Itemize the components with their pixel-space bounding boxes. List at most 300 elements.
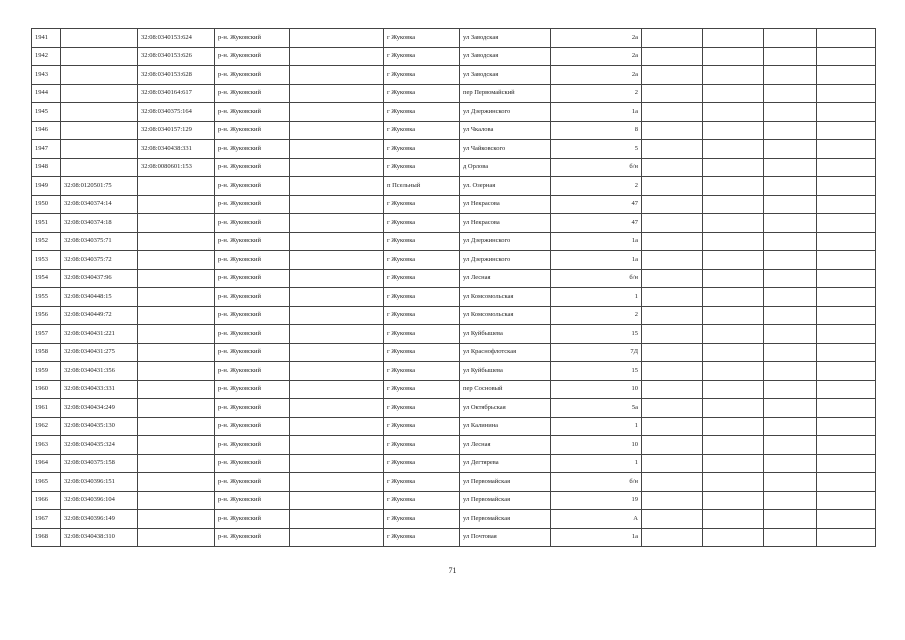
empty-cell xyxy=(703,491,764,510)
table-row xyxy=(32,454,876,473)
empty-cell xyxy=(642,47,703,66)
cadastral-number-b-cell xyxy=(138,251,215,270)
empty-cell xyxy=(817,66,876,85)
district-cell: р-н. Жуковский xyxy=(215,288,290,307)
empty-cell xyxy=(817,29,876,48)
row-number-cell: 1958 xyxy=(32,343,61,362)
empty-cell xyxy=(642,103,703,122)
locality-cell: г Жуковка xyxy=(384,343,460,362)
house-number-cell: 1 xyxy=(551,288,642,307)
district-cell: р-н. Жуковский xyxy=(215,269,290,288)
cadastral-number-b-cell: 32:08:0340375:164 xyxy=(138,103,215,122)
locality-cell: г Жуковка xyxy=(384,66,460,85)
locality-cell: г Жуковка xyxy=(384,269,460,288)
empty-cell xyxy=(764,103,817,122)
empty-cell-cell xyxy=(290,140,384,159)
empty-cell xyxy=(817,158,876,177)
cadastral-number-b-cell xyxy=(138,528,215,547)
table-row xyxy=(32,66,876,85)
empty-cell-cell xyxy=(290,195,384,214)
cadastral-number-a-cell: 32:08:0340396:149 xyxy=(61,510,138,529)
empty-cell-cell xyxy=(290,399,384,418)
empty-cell xyxy=(703,195,764,214)
cadastral-number-b-cell xyxy=(138,454,215,473)
empty-cell xyxy=(642,251,703,270)
cadastral-number-b-cell: 32:08:0080601:153 xyxy=(138,158,215,177)
row-number-cell: 1950 xyxy=(32,195,61,214)
empty-cell xyxy=(703,232,764,251)
empty-cell xyxy=(642,84,703,103)
house-number-cell: 5а xyxy=(551,399,642,418)
district-cell: р-н. Жуковский xyxy=(215,417,290,436)
house-number-cell: 1 xyxy=(551,417,642,436)
house-number-cell: 10 xyxy=(551,436,642,455)
table-row xyxy=(32,491,876,510)
cadastral-number-b-cell: 32:08:0340157:129 xyxy=(138,121,215,140)
empty-cell xyxy=(764,140,817,159)
house-number-cell: 2а xyxy=(551,29,642,48)
row-number-cell: 1941 xyxy=(32,29,61,48)
cadastral-number-a-cell xyxy=(61,66,138,85)
empty-cell xyxy=(764,177,817,196)
empty-cell xyxy=(817,510,876,529)
empty-cell xyxy=(642,417,703,436)
district-cell: р-н. Жуковский xyxy=(215,140,290,159)
empty-cell xyxy=(817,380,876,399)
empty-cell xyxy=(703,121,764,140)
empty-cell-cell xyxy=(290,84,384,103)
locality-cell: г Жуковка xyxy=(384,140,460,159)
row-number-cell: 1951 xyxy=(32,214,61,233)
locality-cell: г Жуковка xyxy=(384,29,460,48)
empty-cell-cell xyxy=(290,436,384,455)
empty-cell xyxy=(703,47,764,66)
empty-cell xyxy=(764,47,817,66)
empty-cell xyxy=(764,66,817,85)
empty-cell xyxy=(817,436,876,455)
street-cell: ул Заводская xyxy=(460,47,551,66)
locality-cell: г Жуковка xyxy=(384,288,460,307)
empty-cell-cell xyxy=(290,66,384,85)
house-number-cell: 19 xyxy=(551,491,642,510)
house-number-cell: 2 xyxy=(551,84,642,103)
table-row xyxy=(32,473,876,492)
row-number-cell: 1948 xyxy=(32,158,61,177)
empty-cell-cell xyxy=(290,473,384,492)
house-number-cell: 15 xyxy=(551,325,642,344)
empty-cell xyxy=(764,343,817,362)
house-number-cell: 1а xyxy=(551,103,642,122)
empty-cell xyxy=(642,195,703,214)
table-row xyxy=(32,343,876,362)
empty-cell xyxy=(764,454,817,473)
locality-cell: г Жуковка xyxy=(384,84,460,103)
table-row xyxy=(32,29,876,48)
empty-cell-cell xyxy=(290,121,384,140)
cadastral-number-b-cell: 32:08:0340153:624 xyxy=(138,29,215,48)
empty-cell xyxy=(817,473,876,492)
empty-cell-cell xyxy=(290,214,384,233)
district-cell: р-н. Жуковский xyxy=(215,84,290,103)
empty-cell xyxy=(703,399,764,418)
table-row xyxy=(32,528,876,547)
empty-cell xyxy=(764,473,817,492)
empty-cell-cell xyxy=(290,269,384,288)
district-cell: р-н. Жуковский xyxy=(215,47,290,66)
row-number-cell: 1955 xyxy=(32,288,61,307)
cadastral-number-a-cell xyxy=(61,84,138,103)
empty-cell xyxy=(817,306,876,325)
empty-cell-cell xyxy=(290,47,384,66)
table-row xyxy=(32,362,876,381)
district-cell: р-н. Жуковский xyxy=(215,343,290,362)
locality-cell: г Жуковка xyxy=(384,103,460,122)
cadastral-number-b-cell xyxy=(138,288,215,307)
locality-cell: г Жуковка xyxy=(384,380,460,399)
street-cell: ул Дзержинского xyxy=(460,251,551,270)
empty-cell xyxy=(642,306,703,325)
empty-cell xyxy=(642,473,703,492)
district-cell: р-н. Жуковский xyxy=(215,158,290,177)
cadastral-number-b-cell xyxy=(138,362,215,381)
empty-cell xyxy=(764,325,817,344)
cadastral-number-a-cell xyxy=(61,158,138,177)
cadastral-number-a-cell: 32:08:0340449:72 xyxy=(61,306,138,325)
empty-cell xyxy=(764,214,817,233)
house-number-cell: 15 xyxy=(551,362,642,381)
locality-cell: г Жуковка xyxy=(384,214,460,233)
row-number-cell: 1945 xyxy=(32,103,61,122)
row-number-cell: 1954 xyxy=(32,269,61,288)
cadastral-number-b-cell xyxy=(138,380,215,399)
table-row xyxy=(32,84,876,103)
cadastral-number-b-cell xyxy=(138,343,215,362)
locality-cell: п Псельный xyxy=(384,177,460,196)
house-number-cell: 2 xyxy=(551,306,642,325)
street-cell: ул Первомайская xyxy=(460,510,551,529)
house-number-cell: 5 xyxy=(551,140,642,159)
cadastral-number-a-cell: 32:08:0340396:151 xyxy=(61,473,138,492)
district-cell: р-н. Жуковский xyxy=(215,399,290,418)
empty-cell xyxy=(642,29,703,48)
locality-cell: г Жуковка xyxy=(384,232,460,251)
empty-cell-cell xyxy=(290,343,384,362)
empty-cell xyxy=(703,343,764,362)
row-number-cell: 1962 xyxy=(32,417,61,436)
row-number-cell: 1946 xyxy=(32,121,61,140)
empty-cell xyxy=(642,325,703,344)
cadastral-number-a-cell: 32:08:0340431:221 xyxy=(61,325,138,344)
street-cell: ул Заводская xyxy=(460,66,551,85)
empty-cell xyxy=(817,491,876,510)
cadastral-number-a-cell xyxy=(61,140,138,159)
house-number-cell: 47 xyxy=(551,214,642,233)
empty-cell xyxy=(817,325,876,344)
empty-cell xyxy=(703,66,764,85)
house-number-cell: б/н xyxy=(551,158,642,177)
cadastral-number-a-cell: 32:08:0340434:249 xyxy=(61,399,138,418)
locality-cell: г Жуковка xyxy=(384,399,460,418)
cadastral-number-a-cell: 32:08:0340375:158 xyxy=(61,454,138,473)
empty-cell xyxy=(764,269,817,288)
empty-cell xyxy=(703,454,764,473)
empty-cell xyxy=(764,288,817,307)
district-cell: р-н. Жуковский xyxy=(215,528,290,547)
cadastral-number-a-cell: 32:08:0340374:14 xyxy=(61,195,138,214)
table-row xyxy=(32,121,876,140)
row-number-cell: 1944 xyxy=(32,84,61,103)
street-cell: ул Лесная xyxy=(460,436,551,455)
row-number-cell: 1956 xyxy=(32,306,61,325)
house-number-cell: б/н xyxy=(551,473,642,492)
empty-cell xyxy=(642,380,703,399)
street-cell: ул Комсомольская xyxy=(460,306,551,325)
table-row xyxy=(32,47,876,66)
empty-cell xyxy=(703,473,764,492)
street-cell: ул Некрасова xyxy=(460,195,551,214)
empty-cell xyxy=(703,510,764,529)
table-row xyxy=(32,177,876,196)
empty-cell xyxy=(764,491,817,510)
registry-rows xyxy=(32,29,876,547)
registry-sheet xyxy=(31,28,876,547)
cadastral-number-b-cell xyxy=(138,177,215,196)
empty-cell-cell xyxy=(290,417,384,436)
empty-cell-cell xyxy=(290,454,384,473)
cadastral-number-a-cell xyxy=(61,103,138,122)
cadastral-number-a-cell: 32:08:0340374:18 xyxy=(61,214,138,233)
street-cell: ул Дзержинского xyxy=(460,232,551,251)
table-row xyxy=(32,288,876,307)
empty-cell xyxy=(703,436,764,455)
empty-cell xyxy=(817,269,876,288)
empty-cell-cell xyxy=(290,362,384,381)
locality-cell: г Жуковка xyxy=(384,158,460,177)
cadastral-number-a-cell: 32:08:0120501:75 xyxy=(61,177,138,196)
empty-cell xyxy=(817,288,876,307)
cadastral-number-a-cell: 32:08:0340448:15 xyxy=(61,288,138,307)
empty-cell xyxy=(642,269,703,288)
empty-cell xyxy=(703,269,764,288)
district-cell: р-н. Жуковский xyxy=(215,195,290,214)
empty-cell xyxy=(703,177,764,196)
street-cell: ул Краснофлотская xyxy=(460,343,551,362)
empty-cell-cell xyxy=(290,380,384,399)
empty-cell xyxy=(642,436,703,455)
empty-cell xyxy=(817,121,876,140)
cadastral-number-b-cell xyxy=(138,417,215,436)
locality-cell: г Жуковка xyxy=(384,195,460,214)
table-row xyxy=(32,436,876,455)
locality-cell: г Жуковка xyxy=(384,251,460,270)
empty-cell xyxy=(764,29,817,48)
table-row xyxy=(32,510,876,529)
empty-cell xyxy=(817,343,876,362)
row-number-cell: 1964 xyxy=(32,454,61,473)
table-row xyxy=(32,195,876,214)
cadastral-number-a-cell xyxy=(61,121,138,140)
locality-cell: г Жуковка xyxy=(384,528,460,547)
district-cell: р-н. Жуковский xyxy=(215,473,290,492)
empty-cell xyxy=(764,306,817,325)
house-number-cell: 1а xyxy=(551,232,642,251)
cadastral-number-b-cell xyxy=(138,214,215,233)
cadastral-number-b-cell xyxy=(138,306,215,325)
empty-cell xyxy=(642,510,703,529)
empty-cell xyxy=(703,84,764,103)
house-number-cell: 47 xyxy=(551,195,642,214)
house-number-cell: 1 xyxy=(551,454,642,473)
empty-cell xyxy=(642,121,703,140)
cadastral-number-a-cell: 32:08:0340438:310 xyxy=(61,528,138,547)
empty-cell xyxy=(642,362,703,381)
empty-cell xyxy=(764,436,817,455)
empty-cell xyxy=(817,399,876,418)
district-cell: р-н. Жуковский xyxy=(215,177,290,196)
empty-cell xyxy=(764,380,817,399)
empty-cell-cell xyxy=(290,29,384,48)
locality-cell: г Жуковка xyxy=(384,47,460,66)
cadastral-number-b-cell: 32:08:0340164:617 xyxy=(138,84,215,103)
empty-cell xyxy=(642,288,703,307)
street-cell: ул Первомайская xyxy=(460,473,551,492)
cadastral-number-a-cell: 32:08:0340435:130 xyxy=(61,417,138,436)
cadastral-number-b-cell xyxy=(138,473,215,492)
locality-cell: г Жуковка xyxy=(384,491,460,510)
empty-cell xyxy=(703,306,764,325)
table-row xyxy=(32,251,876,270)
empty-cell xyxy=(642,214,703,233)
empty-cell xyxy=(642,66,703,85)
house-number-cell: 10 xyxy=(551,380,642,399)
empty-cell xyxy=(703,29,764,48)
empty-cell-cell xyxy=(290,325,384,344)
street-cell: ул Дзержинского xyxy=(460,103,551,122)
table-row xyxy=(32,306,876,325)
empty-cell-cell xyxy=(290,528,384,547)
empty-cell-cell xyxy=(290,510,384,529)
empty-cell xyxy=(764,251,817,270)
street-cell: ул Лесная xyxy=(460,269,551,288)
cadastral-number-b-cell xyxy=(138,195,215,214)
cadastral-number-b-cell: 32:08:0340153:626 xyxy=(138,47,215,66)
empty-cell xyxy=(817,251,876,270)
district-cell: р-н. Жуковский xyxy=(215,232,290,251)
empty-cell xyxy=(817,528,876,547)
empty-cell xyxy=(642,232,703,251)
empty-cell xyxy=(817,177,876,196)
row-number-cell: 1965 xyxy=(32,473,61,492)
cadastral-number-a-cell: 32:08:0340431:356 xyxy=(61,362,138,381)
cadastral-number-b-cell: 32:08:0340438:331 xyxy=(138,140,215,159)
empty-cell xyxy=(817,232,876,251)
empty-cell xyxy=(703,380,764,399)
locality-cell: г Жуковка xyxy=(384,510,460,529)
row-number-cell: 1966 xyxy=(32,491,61,510)
cadastral-number-b-cell xyxy=(138,232,215,251)
cadastral-number-a-cell: 32:08:0340375:71 xyxy=(61,232,138,251)
street-cell: пер Сосновый xyxy=(460,380,551,399)
row-number-cell: 1961 xyxy=(32,399,61,418)
empty-cell xyxy=(703,158,764,177)
locality-cell: г Жуковка xyxy=(384,473,460,492)
street-cell: ул Октябрьская xyxy=(460,399,551,418)
district-cell: р-н. Жуковский xyxy=(215,306,290,325)
locality-cell: г Жуковка xyxy=(384,436,460,455)
cadastral-number-b-cell xyxy=(138,510,215,529)
row-number-cell: 1957 xyxy=(32,325,61,344)
empty-cell-cell xyxy=(290,251,384,270)
locality-cell: г Жуковка xyxy=(384,306,460,325)
table-row xyxy=(32,232,876,251)
street-cell: ул. Озерная xyxy=(460,177,551,196)
row-number-cell: 1943 xyxy=(32,66,61,85)
empty-cell-cell xyxy=(290,491,384,510)
cadastral-number-a-cell xyxy=(61,47,138,66)
empty-cell xyxy=(703,214,764,233)
cadastral-number-a-cell: 32:08:0340435:324 xyxy=(61,436,138,455)
street-cell: ул Почтовая xyxy=(460,528,551,547)
cadastral-number-a-cell: 32:08:0340437:96 xyxy=(61,269,138,288)
house-number-cell: А xyxy=(551,510,642,529)
empty-cell-cell xyxy=(290,288,384,307)
house-number-cell: 1а xyxy=(551,528,642,547)
row-number-cell: 1953 xyxy=(32,251,61,270)
empty-cell xyxy=(817,454,876,473)
empty-cell xyxy=(764,232,817,251)
street-cell: ул Чайковского xyxy=(460,140,551,159)
street-cell: ул Чкалова xyxy=(460,121,551,140)
district-cell: р-н. Жуковский xyxy=(215,214,290,233)
district-cell: р-н. Жуковский xyxy=(215,325,290,344)
locality-cell: г Жуковка xyxy=(384,362,460,381)
row-number-cell: 1947 xyxy=(32,140,61,159)
table-row xyxy=(32,158,876,177)
empty-cell xyxy=(817,417,876,436)
locality-cell: г Жуковка xyxy=(384,121,460,140)
house-number-cell: 8 xyxy=(551,121,642,140)
district-cell: р-н. Жуковский xyxy=(215,362,290,381)
table-row xyxy=(32,269,876,288)
empty-cell xyxy=(764,528,817,547)
registry-table xyxy=(31,28,876,547)
row-number-cell: 1960 xyxy=(32,380,61,399)
empty-cell xyxy=(642,140,703,159)
street-cell: ул Калинина xyxy=(460,417,551,436)
cadastral-number-b-cell xyxy=(138,436,215,455)
empty-cell xyxy=(642,343,703,362)
cadastral-number-b-cell xyxy=(138,325,215,344)
empty-cell xyxy=(817,103,876,122)
empty-cell xyxy=(703,251,764,270)
district-cell: р-н. Жуковский xyxy=(215,29,290,48)
empty-cell xyxy=(817,47,876,66)
cadastral-number-a-cell: 32:08:0340396:104 xyxy=(61,491,138,510)
empty-cell xyxy=(642,528,703,547)
empty-cell-cell xyxy=(290,158,384,177)
house-number-cell: 1а xyxy=(551,251,642,270)
district-cell: р-н. Жуковский xyxy=(215,510,290,529)
empty-cell xyxy=(817,84,876,103)
row-number-cell: 1959 xyxy=(32,362,61,381)
table-row xyxy=(32,103,876,122)
street-cell: ул Первомайская xyxy=(460,491,551,510)
street-cell: ул Некрасова xyxy=(460,214,551,233)
locality-cell: г Жуковка xyxy=(384,417,460,436)
empty-cell xyxy=(703,528,764,547)
empty-cell xyxy=(764,158,817,177)
empty-cell xyxy=(764,510,817,529)
